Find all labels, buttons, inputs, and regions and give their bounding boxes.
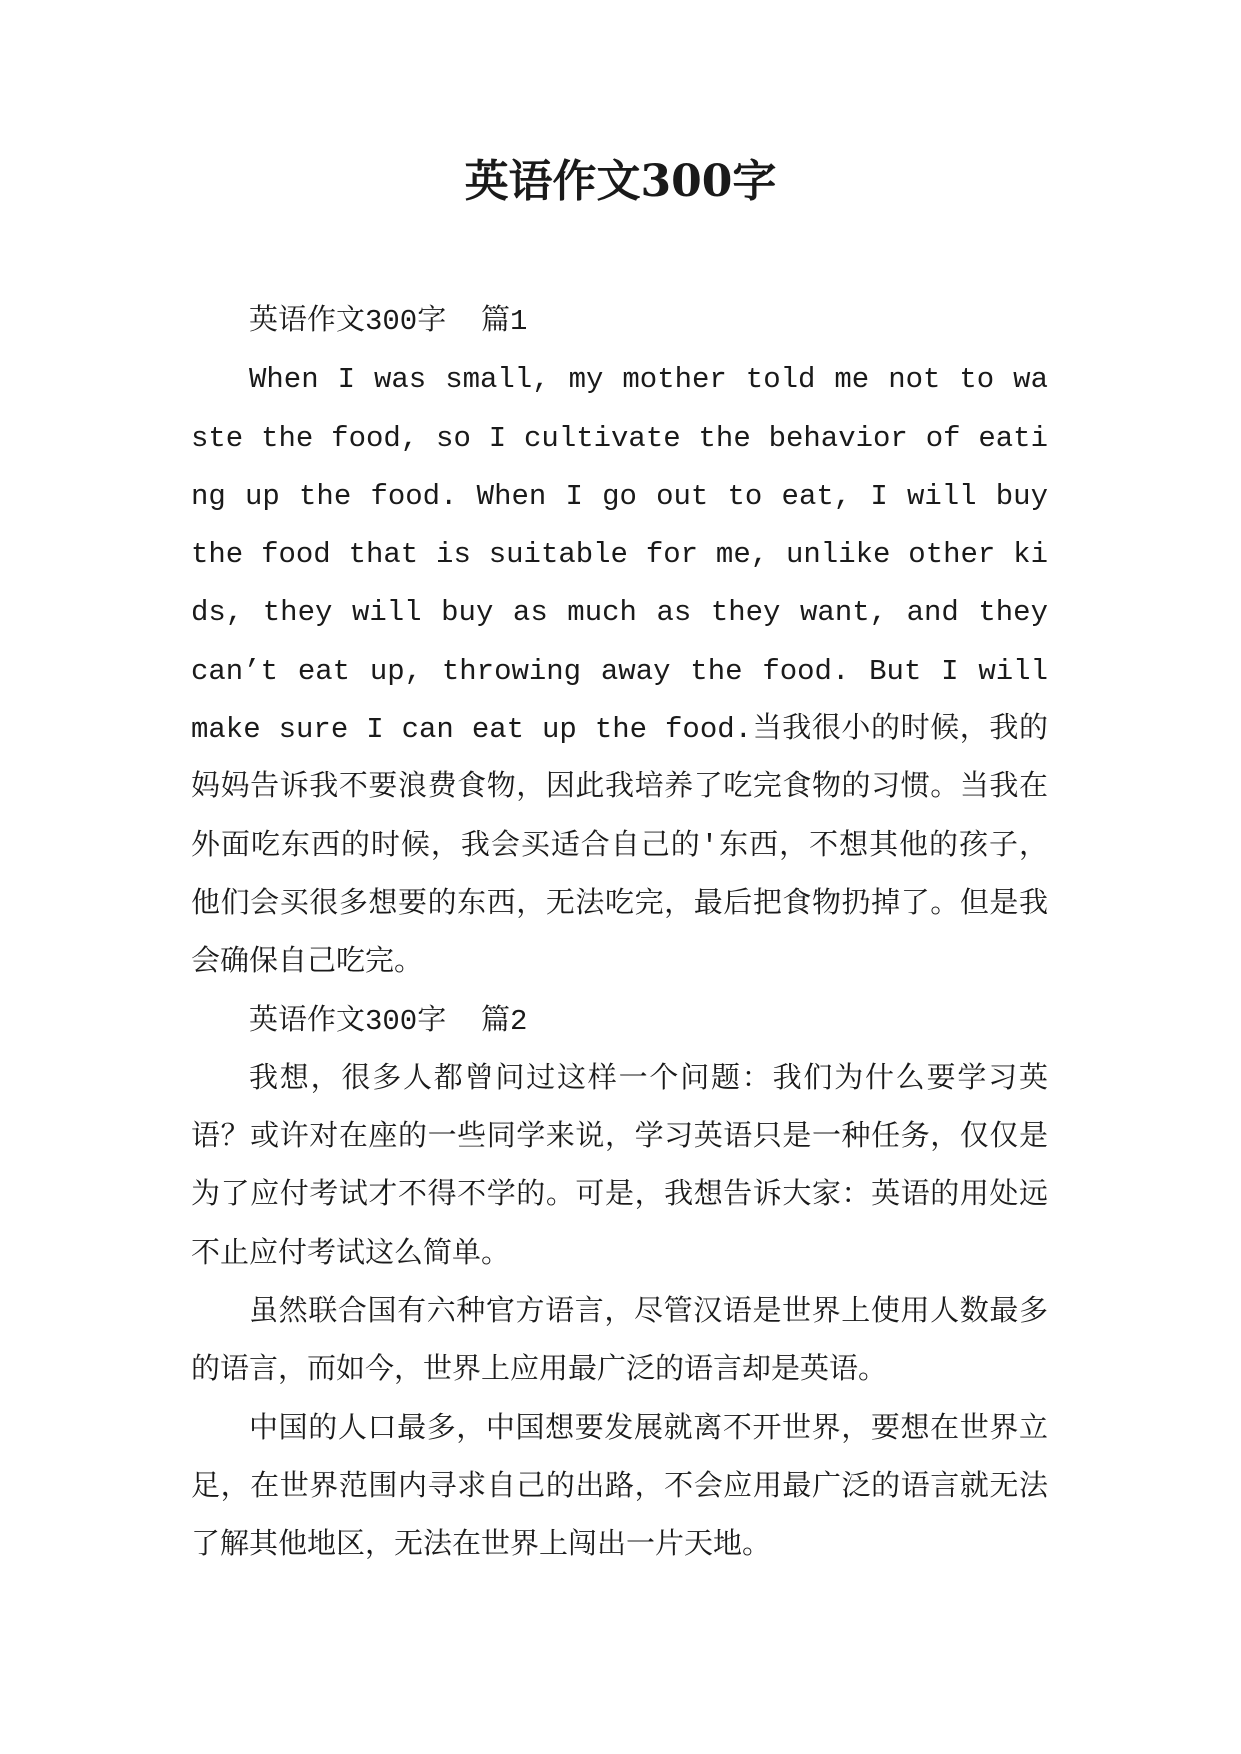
document-body	[191, 293, 1048, 1576]
section-1	[191, 293, 1048, 993]
paragraph: When I was small, my mother told me not to waste the food, so I cultivate the behavior of eating up the food. When I go out to eat, I will buy the food that is suitable for me, unlike other kids, they will buy as much as they want, and they can’t eat up, throwing away the food. But I will make sure I can eat up the food.当我很小的时候，我的妈妈告诉我不要浪费食物，因此我培养了吃完食物的习惯。当我在外面吃东西的时候，我会买适合自己的'东西，不想其他的孩子，他们会买很多想要的东西，无法吃完，最后把食物扔掉了。但是我会确保自己吃完。	[191, 363, 1048, 980]
document-title: 英语作文300字	[464, 156, 777, 207]
section-heading: 英语作文300字 篇1	[249, 305, 528, 338]
paragraph: 虽然联合国有六种官方语言，尽管汉语是世界上使用人数最多的语言，而如今，世界上应用最广泛的语言却是英语。	[191, 1296, 1048, 1388]
section-heading: 英语作文300字 篇2	[249, 1004, 528, 1038]
section-2	[191, 993, 1048, 1576]
paragraph: 中国的人口最多，中国想要发展就离不开世界，要想在世界立足，在世界范围内寻求自己的出路，不会应用最广泛的语言就无法了解其他地区，无法在世界上闯出一片天地。	[191, 1412, 1048, 1563]
paragraph: 我想，很多人都曾问过这样一个问题：我们为什么要学习英语？或许对在座的一些同学来说，学习英语只是一种任务，仅仅是为了应付考试才不得不学的。可是，我想告诉大家：英语的用处远不止应付考试这么简单。	[191, 1062, 1048, 1271]
